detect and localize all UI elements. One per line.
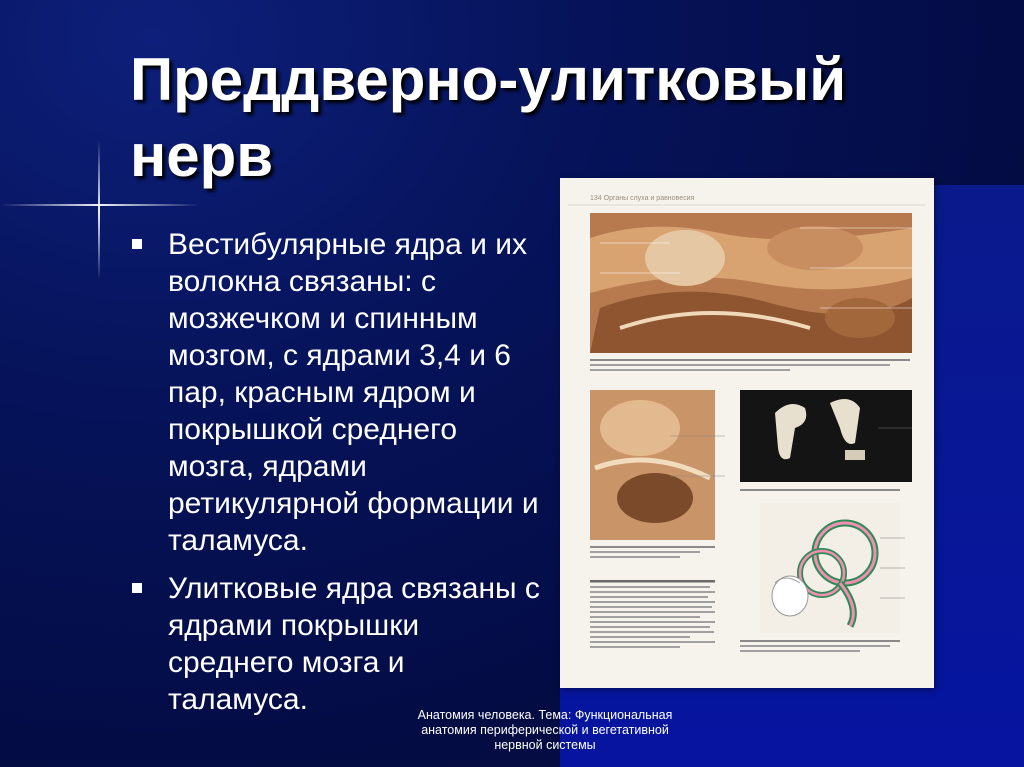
atlas-page-header: 134 Органы слуха и равновесия <box>590 195 695 202</box>
bullet-item <box>130 226 540 559</box>
sparkle-horizontal <box>0 204 200 206</box>
bullet-list <box>130 226 540 729</box>
slide-title <box>130 42 1010 194</box>
bullet-text: Вестибулярные ядра и их волокна связаны: с мозжечком и спинным мозгом, с ядрами 3,4 и 6 пар, красным ядром и покрышкой среднего мозга, ядрами ретикулярной формации и таламуса. <box>168 228 539 557</box>
bullet-text: Улитковые ядра связаны с ядрами покрышки среднего мозга и таламуса. <box>168 572 540 716</box>
bullet-item <box>130 570 540 718</box>
sparkle-vertical <box>98 140 100 280</box>
anatomy-atlas-page-image <box>560 178 934 688</box>
title-line-1: Преддверно-улитковый <box>130 46 847 113</box>
square-bullet-icon <box>132 239 142 249</box>
slide-footer <box>395 708 695 753</box>
footer-line-1: Анатомия человека. Тема: Функциональная <box>417 708 673 722</box>
title-line-2: нерв <box>130 122 274 189</box>
footer-line-3: нервной системы <box>494 738 596 752</box>
square-bullet-icon <box>132 583 142 593</box>
footer-line-2: анатомия периферической и вегетативной <box>421 723 669 737</box>
